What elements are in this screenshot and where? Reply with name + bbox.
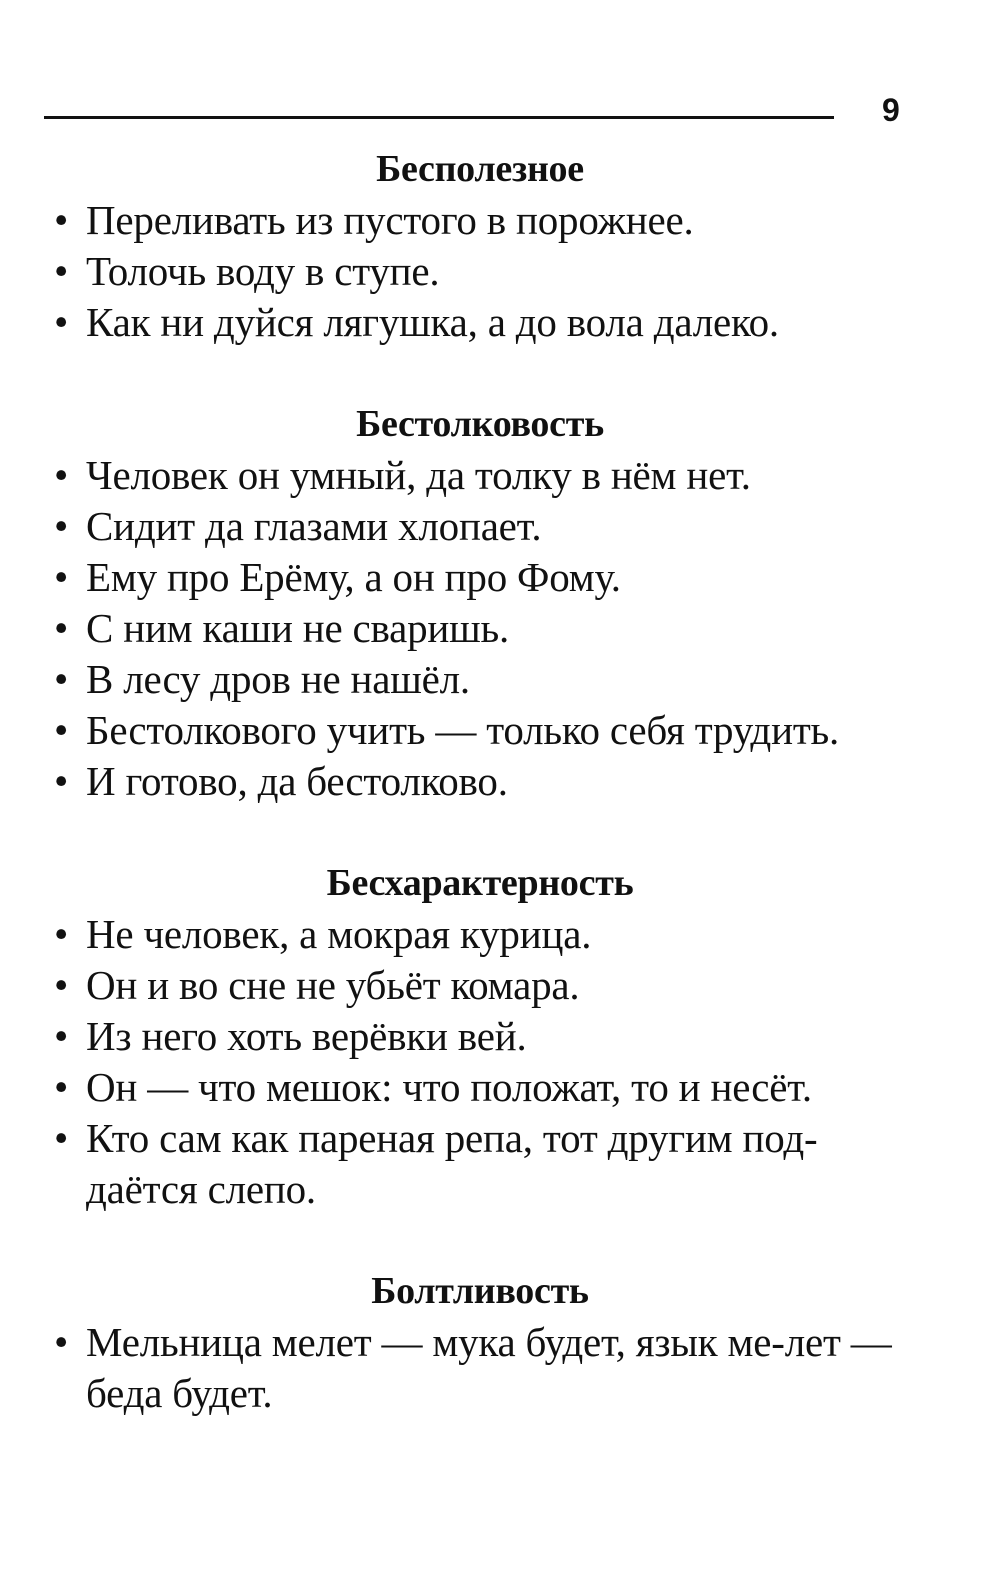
section-title: Бесхарактерность [326,862,634,904]
list-item [50,1317,910,1419]
bullet-icon: • [54,554,69,600]
list-item [50,756,910,807]
list-item [50,1011,910,1062]
bullet-icon: • [54,656,69,702]
proverb-text: Бестолкового учить — только себя трудить. [86,707,840,753]
proverb-text: Не человек, а мокрая курица. [86,911,592,957]
section-title: Бесполезное [376,148,584,190]
proverb-list [50,1317,910,1419]
proverb-text: Переливать из пустого в порожнее. [86,197,694,243]
bullet-icon: • [54,1013,69,1059]
section-senselessness [50,398,910,807]
proverb-text: Мельница мелет — мука будет, язык ме-лет — беда будет. [86,1319,892,1416]
bullet-icon: • [54,248,69,294]
section-useless [50,143,910,348]
page-content [50,143,910,1419]
bullet-icon: • [54,605,69,651]
list-item [50,450,910,501]
list-item [50,705,910,756]
proverb-text: Он — что мешок: что положат, то и несёт. [86,1064,812,1110]
list-item [50,960,910,1011]
header-rule [44,116,834,119]
proverb-text: Человек он умный, да толку в нём нет. [86,452,751,498]
proverb-text: Он и во сне не убьёт комара. [86,962,580,1008]
proverb-text: Сидит да глазами хлопает. [86,503,542,549]
list-item [50,501,910,552]
proverb-text: Кто сам как пареная репа, тот другим под-даётся слепо. [86,1115,818,1212]
list-item [50,654,910,705]
bullet-icon: • [54,1319,69,1365]
proverb-text: Как ни дуйся лягушка, а до вола далеко. [86,299,779,345]
list-item [50,909,910,960]
proverb-text: Из него хоть верёвки вей. [86,1013,527,1059]
bullet-icon: • [54,299,69,345]
list-item [50,1113,910,1215]
proverb-text: С ним каши не сваришь. [86,605,510,651]
proverb-list [50,450,910,807]
section-talkativeness [50,1265,910,1419]
list-item [50,1062,910,1113]
section-spinelessness [50,857,910,1215]
proverb-text: В лесу дров не нашёл. [86,656,470,702]
section-title: Бестолковость [356,403,604,445]
list-item [50,297,910,348]
proverb-list [50,195,910,348]
bullet-icon: • [54,1115,69,1161]
list-item [50,246,910,297]
bullet-icon: • [54,758,69,804]
list-item [50,603,910,654]
bullet-icon: • [54,911,69,957]
bullet-icon: • [54,707,69,753]
proverb-text: Ему про Ерёму, а он про Фому. [86,554,621,600]
section-title: Болтливость [371,1270,589,1312]
bullet-icon: • [54,962,69,1008]
page-number: 9 [882,92,900,128]
bullet-icon: • [54,1064,69,1110]
proverb-text: Толочь воду в ступе. [86,248,440,294]
bullet-icon: • [54,197,69,243]
proverb-text: И готово, да бестолково. [86,758,508,804]
list-item [50,195,910,246]
bullet-icon: • [54,503,69,549]
list-item [50,552,910,603]
proverb-list [50,909,910,1215]
bullet-icon: • [54,452,69,498]
